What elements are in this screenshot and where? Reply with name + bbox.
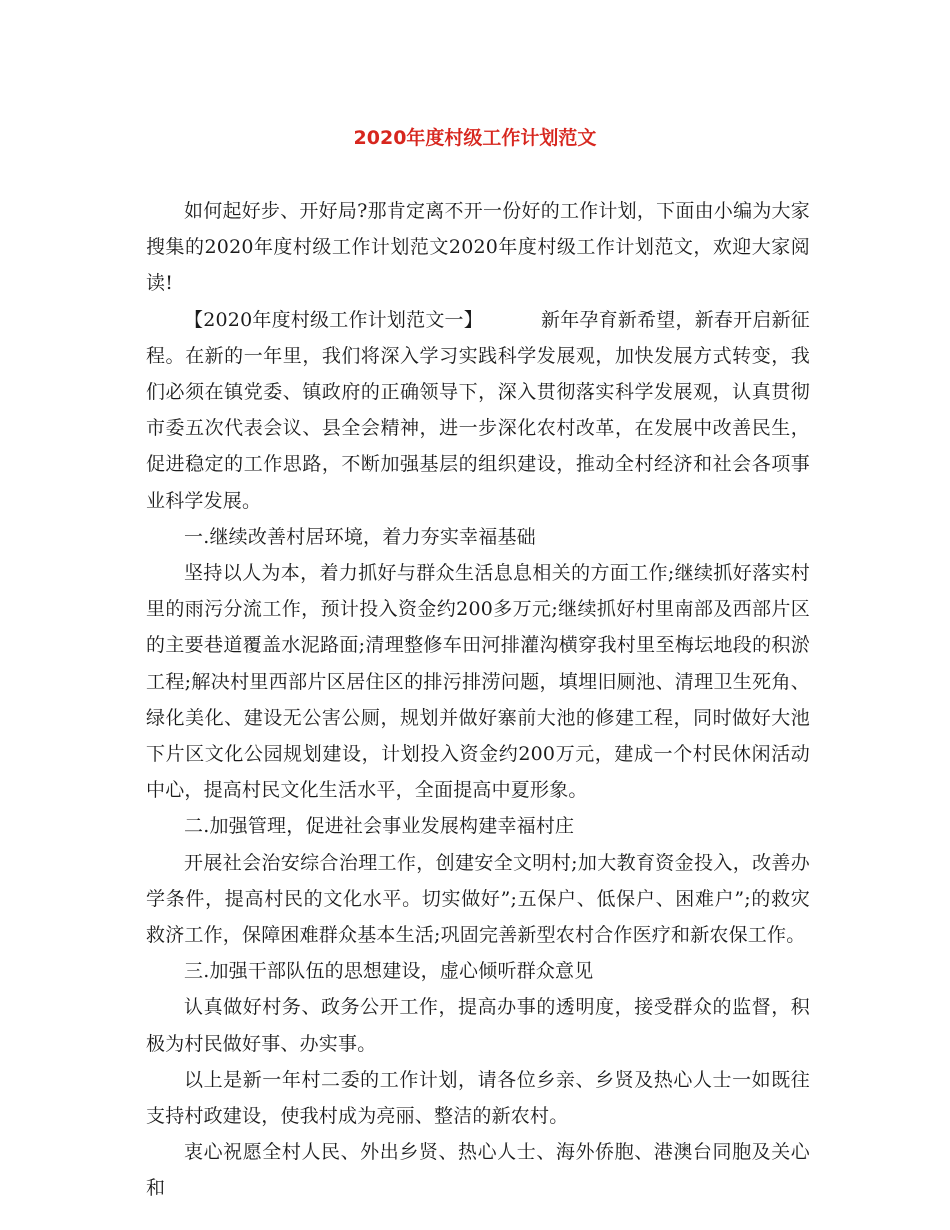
paragraph-4: 以上是新一年村二委的工作计划，请各位乡亲、乡贤及热心人士一如既往支持村政建设，使我村成为亮丽、整洁的新农村。: [146, 1068, 810, 1128]
heading-3: 三.加强干部队伍的思想建设，虚心倾听群众意见: [184, 960, 594, 983]
section-label: 【2020年度村级工作计划范文一】: [184, 308, 483, 331]
document-title: 2020年度村级工作计划范文: [353, 127, 597, 149]
heading-1: 一.继续改善村居环境，着力夯实幸福基础: [184, 525, 536, 548]
section-opening-text: 新年孕育新希望，新春开启新征程。在新的一年里，我们将深入学习实践科学发展观，加快发展方式转变，我们必须在镇党委、镇政府的正确领导下，深入贯彻落实科学发展观，认真贯彻市委五次代表会议、县全会精神，进一步深化农村改革，在发展中改善民生，促进稳定的工作思路，不断加强基层的组织建设，推动全村经济和社会各项事业科学发展。: [146, 308, 810, 512]
heading-2: 二.加强管理，促进社会事业发展构建幸福村庄: [184, 815, 575, 838]
paragraph-2: 开展社会治安综合治理工作，创建安全文明村;加大教育资金投入，改善办学条件，提高村民的文化水平。切实做好”;五保户、低保户、困难户”;的救灾救济工作，保障困难群众基本生活;巩固完善新型农村合作医疗和新农保工作。: [146, 851, 810, 947]
paragraph-5: 衷心祝愿全村人民、外出乡贤、热心人士、海外侨胞、港澳台同胞及关心和: [146, 1141, 810, 1200]
paragraph-1: 坚持以人为本，着力抓好与群众生活息息相关的方面工作;继续抓好落实村里的雨污分流工作，预计投入资金约200多万元;继续抓好村里南部及西部片区的主要巷道覆盖水泥路面;清理整修车田河排灌沟横穿我村里至梅坛地段的积淤工程;解决村里西部片区居住区的排污排涝问题，填埋旧厕池、清理卫生死角、绿化美化、建设无公害公厕，规划并做好寨前大池的修建工程，同时做好大池下片区文化公园规划建设，计划投入资金约200万元，建成一个村民休闲活动中心，提高村民文化生活水平，全面提高中夏形象。: [146, 562, 810, 802]
section-opening-paragraph: [146, 302, 810, 519]
document-body: [146, 193, 810, 1207]
paragraph-3: 认真做好村务、政务公开工作，提高办事的透明度，接受群众的监督，积极为村民做好事、办实事。: [146, 996, 810, 1055]
intro-paragraph: 如何起好步、开好局?那肯定离不开一份好的工作计划，下面由小编为大家搜集的2020年度村级工作计划范文2020年度村级工作计划范文，欢迎大家阅读!: [146, 200, 810, 295]
